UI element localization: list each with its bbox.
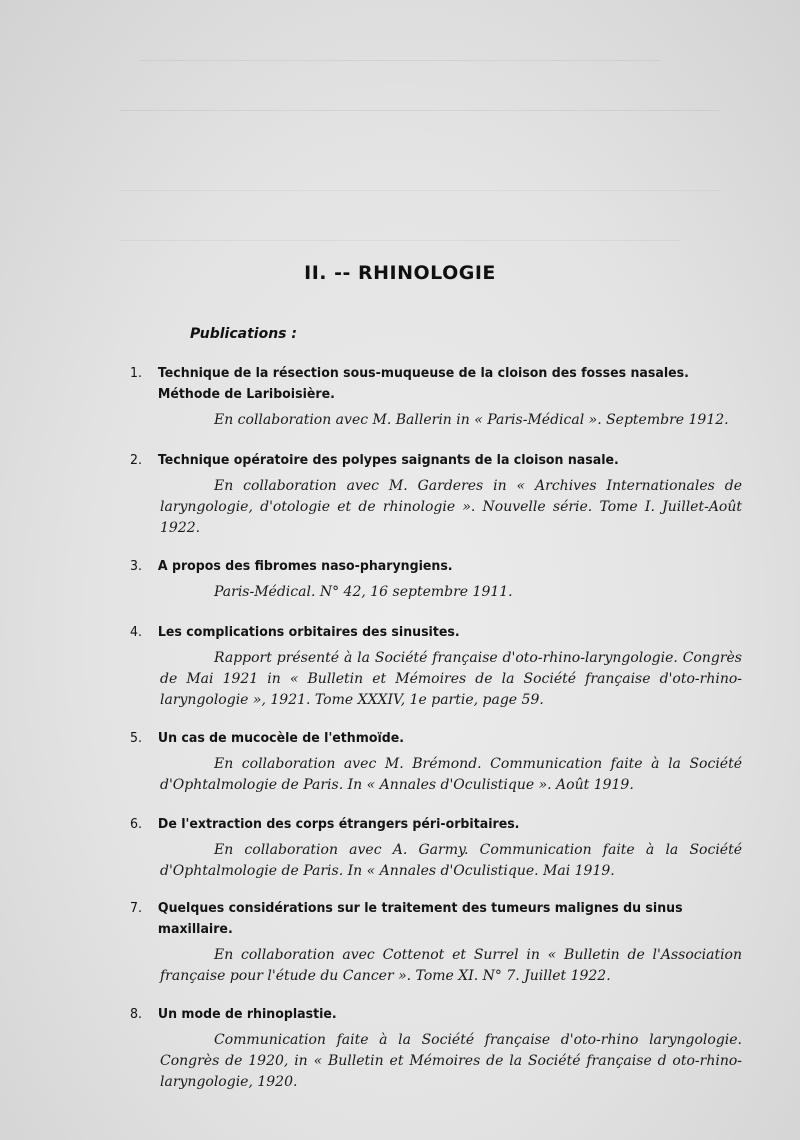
publication-title: Technique opératoire des polypes saignants de la cloison nasale. <box>157 452 619 468</box>
section-title: II. -- RHINOLOGIE <box>304 262 496 284</box>
publication-title: Un cas de mucocèle de l'ethmoïde. <box>157 730 405 746</box>
publication-number: 2. <box>130 452 142 468</box>
publication-reference: Communication faite à la Société française d'oto-rhino laryngologie. Congrès de 1920, in « Bulletin et Mémoires de la Société française d oto-rhino-laryngologie, 1920. <box>160 1032 742 1090</box>
publication-number: 8. <box>130 1006 142 1022</box>
publication-number: 7. <box>130 900 142 916</box>
publication-entry <box>130 814 742 882</box>
publication-entry <box>130 363 742 431</box>
publications-heading: Publications : <box>190 326 297 342</box>
bleed-through-texture <box>120 110 720 115</box>
publication-entry <box>130 450 742 539</box>
publication-title: Un mode de rhinoplastie. <box>157 1006 337 1022</box>
publication-reference: En collaboration avec M. Ballerin in « Paris-Médical ». Septembre 1912. <box>214 412 729 428</box>
publication-reference: En collaboration avec A. Garmy. Communication faite à la Société d'Ophtalmologie de Paris. In « Annales d'Oculistique. Mai 1919. <box>160 842 742 879</box>
publication-title: A propos des fibromes naso-pharyngiens. <box>157 558 453 574</box>
publication-entry <box>130 556 742 603</box>
bleed-through-texture <box>120 190 720 195</box>
publication-number: 5. <box>130 730 142 746</box>
bleed-through-texture <box>120 240 680 245</box>
publication-title: Les complications orbitaires des sinusites. <box>157 624 460 640</box>
publication-reference: En collaboration avec M. Garderes in « Archives Internationales de laryngologie, d'otologie et de rhinologie ». Nouvelle série. Tome I. Juillet-Août 1922. <box>160 478 742 536</box>
bleed-through-texture <box>140 60 660 65</box>
publication-entry <box>130 1004 742 1093</box>
publication-number: 6. <box>130 816 142 832</box>
publication-reference: Paris-Médical. N° 42, 16 septembre 1911. <box>214 584 513 600</box>
publication-entry <box>130 898 742 987</box>
publication-reference: Rapport présenté à la Société française d'oto-rhino-laryngologie. Congrès de Mai 1921 in « Bulletin et Mémoires de la Société française d'oto-rhino-laryngologie », 1921. Tome XXXIV, 1e partie, page 59. <box>160 650 742 708</box>
publication-title: Quelques considérations sur le traitement des tumeurs malignes du sinus maxillaire. <box>157 900 683 937</box>
publication-entry <box>130 622 742 711</box>
publication-reference: En collaboration avec M. Brémond. Communication faite à la Société d'Ophtalmologie de Paris. In « Annales d'Oculistique ». Août 1919. <box>160 756 742 793</box>
publication-number: 3. <box>130 558 142 574</box>
publication-number: 1. <box>130 365 142 381</box>
publication-title: Technique de la résection sous-muqueuse de la cloison des fosses nasales. Méthode de Lariboisière. <box>157 365 689 402</box>
publication-entry <box>130 728 742 796</box>
publication-reference: En collaboration avec Cottenot et Surrel in « Bulletin de l'Association française pour l'étude du Cancer ». Tome XI. N° 7. Juillet 1922. <box>160 947 742 984</box>
publication-title: De l'extraction des corps étrangers péri-orbitaires. <box>157 816 520 832</box>
publication-number: 4. <box>130 624 142 640</box>
